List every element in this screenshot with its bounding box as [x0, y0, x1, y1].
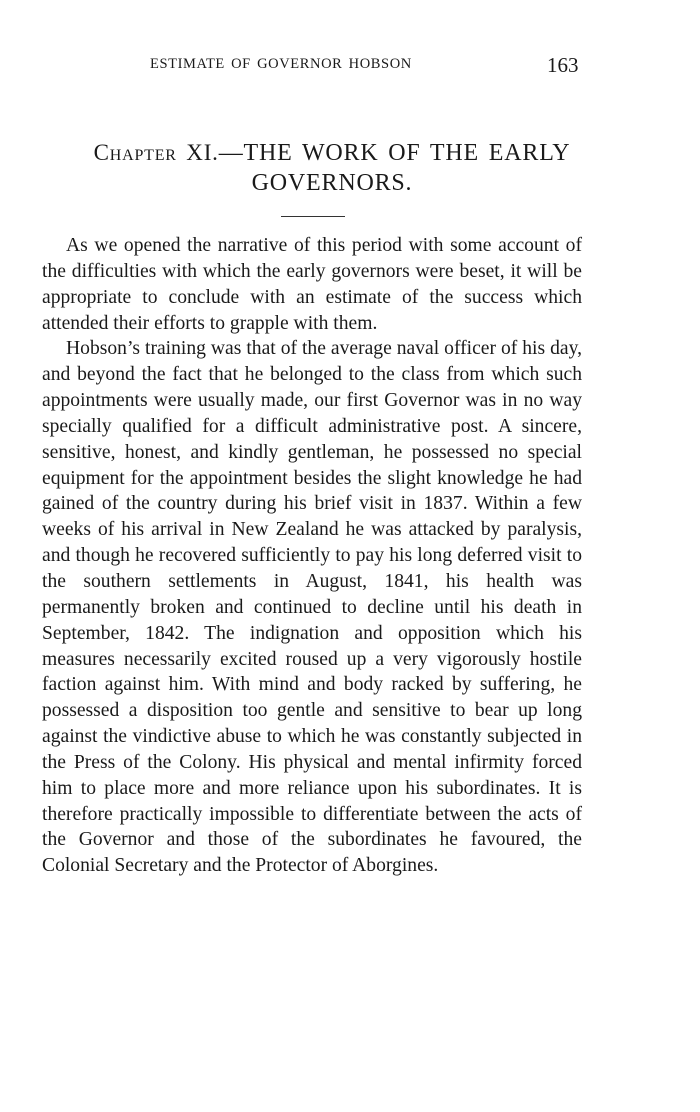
- chapter-title: THE WORK OF THE EARLY GOVERNORS.: [243, 140, 571, 196]
- running-title: ESTIMATE OF GOVERNOR HOBSON: [150, 56, 412, 72]
- running-head: [0, 53, 700, 78]
- chapter-heading: [30, 138, 634, 198]
- paragraph-1: As we opened the narrative of this period with some account of the difficulties with which the early governors were beset, it will be appropriate to conclude with an estimate of the success which attended their efforts to grapple with them.: [42, 235, 582, 334]
- body-text: [42, 233, 582, 879]
- section-rule: [281, 216, 345, 217]
- paragraph-2: Hobson’s training was that of the average naval officer of his day, and beyond the fact that he belonged to the class from which such appointments were usually made, our first Governor was in no way specially qualified for a difficult administrative post. A sincere, sensitive, honest, and kindly gentleman, he possessed no special equipment for the appointment besides the slight knowledge he had gained of the country during his brief visit in 1837. Within a few weeks of his arrival in New Zealand he was attacked by paralysis, and though he recovered sufficiently to pay his long deferred visit to the southern settlements in August, 1841, his health was permanently broken and continued to decline until his death in September, 1842. The indignation and opposition which his measures necessarily excited roused up a very vigorously hostile faction against him. With mind and body racked by suffering, he possessed a disposition too gentle and sensitive to bear up long against the vindictive abuse to which he was constantly subjected in the Press of the Colony. His physical and mental infirmity forced him to place more and more reliance upon his subordinates. It is therefore practically impossible to differentiate between the acts of the Governor and those of the subordinates he favoured, the Colonial Secretary and the Protector of Aborgines.: [42, 338, 582, 877]
- page-number: 163: [547, 53, 579, 77]
- chapter-label: Chapter XI.: [93, 140, 219, 165]
- chapter-dash: —: [218, 140, 244, 166]
